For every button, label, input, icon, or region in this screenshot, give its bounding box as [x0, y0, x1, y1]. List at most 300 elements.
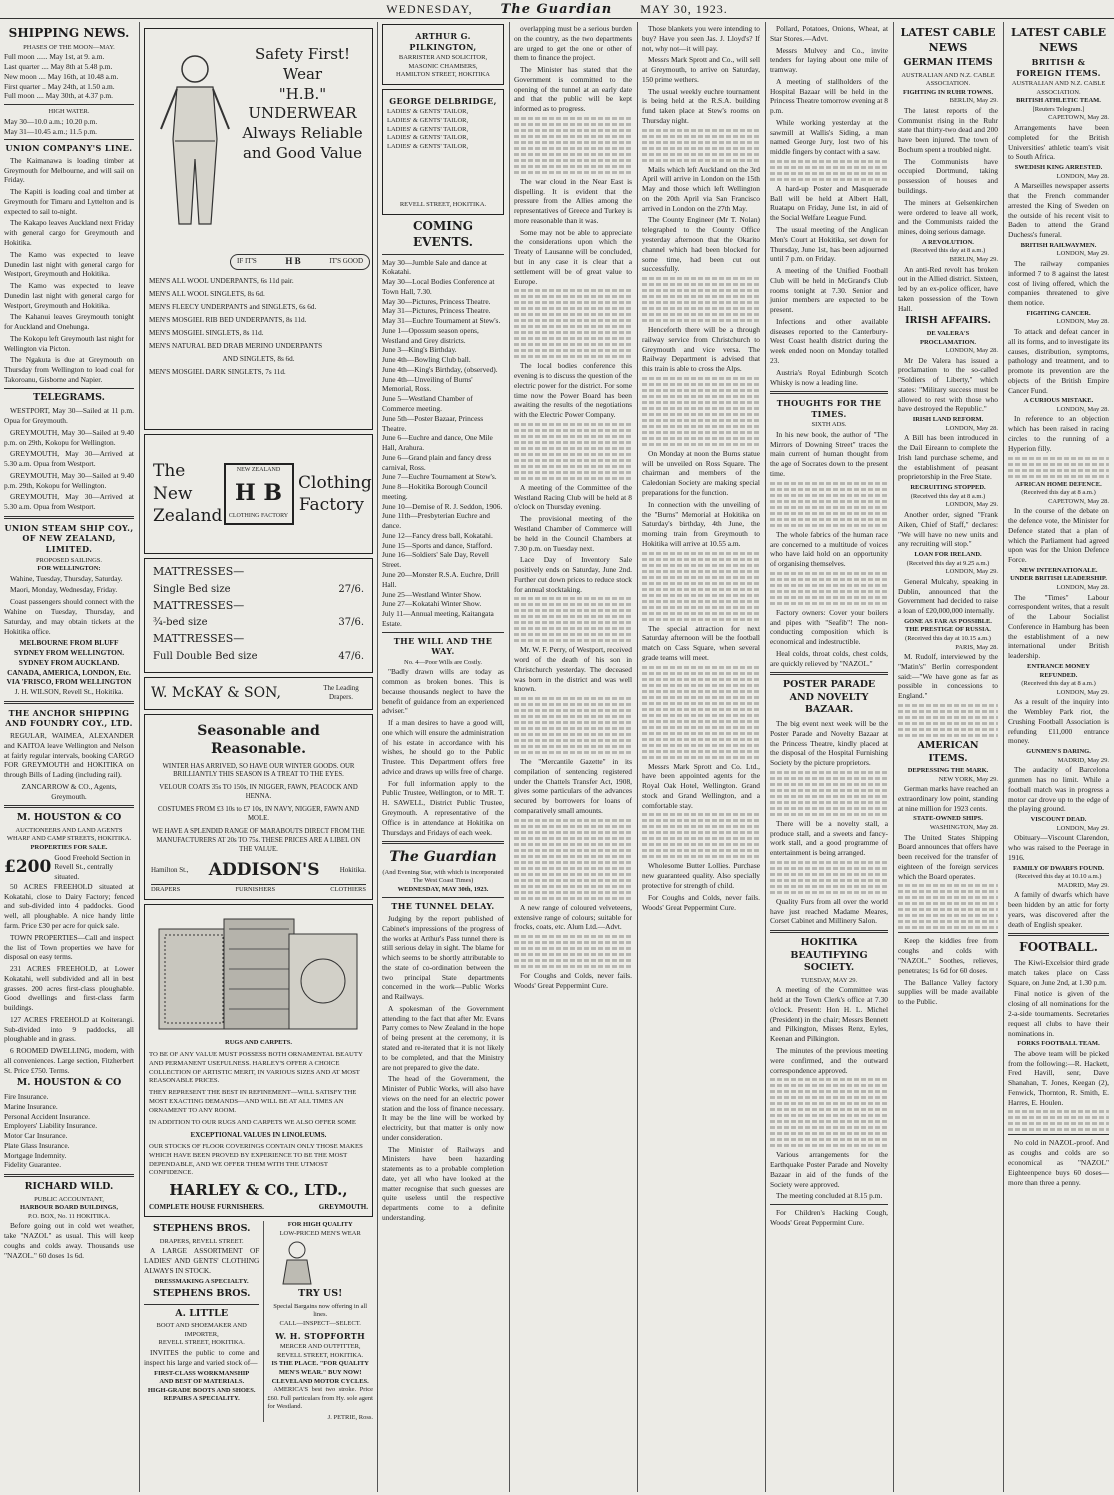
tunnel-paragraph: A spokesman of the Government attending to the fact that after Mr. Evans Parry comes to New Zealand in the hope of being present at the ceremony, it is stated and re-iterated that it is not likely to be completed, and that the Ministry are not prepared to give the date.	[382, 1003, 504, 1072]
column-1	[0, 22, 140, 1492]
sydney-from-wellington: SYDNEY FROM WELLINGTON.	[13, 648, 125, 658]
poster-paragraph: There will be a novelty stall, a produce stall, and a sweets and fancy-work stall, and a good programme of entertainment is being arranged.	[770, 818, 888, 858]
stopforth-sub: MERCER AND OUTFITTER, REVELL STREET, HOKITIKA.	[277, 1343, 364, 1359]
event-item: June 11th—Presbyterian Euchre and dance.	[382, 511, 490, 531]
mattress-title: MATTRESSES—	[153, 565, 245, 578]
thoughts-paragraph: The whole fabrics of the human race are concerned to a multitude of voices who have laid hold on an opportunity of organising themselves.	[770, 529, 888, 569]
revolution-heading: A REVOLUTION.	[922, 238, 974, 246]
union-paragraph: The Kamo was expected to leave Dunedin last night with general cargo for Westport, Greymouth and Hokitika.	[4, 281, 134, 310]
news-paragraph: Austria's Royal Edinburgh Scotch Whisky is now a leading line.	[770, 367, 888, 387]
mattress-title: MATTRESSES—	[153, 598, 245, 612]
delbridge-heading: GEORGE DELBRIDGE,	[389, 95, 497, 106]
union-paragraph: The Kahanui leaves Greymouth tonight for Auckland and Onehunga.	[4, 312, 134, 332]
delbridge-line: LADIES' & GENTS' TAILOR,	[387, 134, 469, 142]
will-paragraph: For full information apply to the Public Trustee, Wellington, or to MR. T. H. SAWELL, District Public Trustee, Greymouth. A representative of the Office is in attendance at Hokitika on Thursdays and Fridays of each week.	[382, 778, 504, 837]
mattress-size: ¾-bed size	[153, 617, 208, 629]
refunded-paragraph: As a result of the inquiry into the Wembley Park riot, the Crushing Football Association is refunding £11,000 entrance money.	[1008, 697, 1109, 746]
mckay-sub: The Leading Drapers.	[323, 684, 359, 702]
mattress-size: Single Bed size	[153, 583, 231, 595]
poster-parade-heading: POSTER PARADE AND NOVELTY BAZAAR.	[782, 679, 876, 716]
call-inspect: CALL—INSPECT—SELECT.	[279, 1320, 361, 1328]
harley-paragraph: TO BE OF ANY VALUE MUST POSSESS BOTH ORNAMENTAL BEAUTY AND PERMANENT USEFULNESS. HARLEY'S OFFER A CHOICE COLLECTION OF ARTISTIC MERIT, IN VARIOUS SIZES AND AT MOST REASONABLE PRICES.	[149, 1050, 363, 1085]
high-water-heading: HIGH WATER.	[48, 108, 90, 116]
little-address: REVELL STREET, HOKITIKA.	[158, 1339, 245, 1347]
little-line: HIGH-GRADE BOOTS AND SHOES.	[147, 1386, 256, 1394]
prestige-paragraph: M. Rudolf, interviewed by the "Matin's" Berlin correspondent said:—"We have gone as far as possible in concessions to England."	[898, 652, 998, 701]
beautifying-paragraph: The meeting concluded at 8.15 p.m.	[776, 1191, 883, 1201]
insurance-line: Plate Glass Insurance.	[4, 1140, 70, 1150]
thoughts-paragraph: Heal colds, throat colds, chest colds, are quickly relieved by "NAZOL."	[770, 648, 888, 668]
ships-dateline: WASHINGTON, May 28.	[929, 824, 998, 832]
canada-america-london: CANADA, AMERICA, LONDON, Etc.	[7, 667, 131, 677]
houston-heading: M. HOUSTON & CO	[16, 812, 122, 824]
big-price: £200	[4, 857, 52, 878]
event-item: June 6—Euchre and dance, One Mile Hall, Arahura.	[382, 433, 493, 453]
wild-address: HARBOUR BOARD BUILDINGS,	[19, 1204, 119, 1212]
beautifying-date: TUESDAY, MAY 29.	[800, 976, 858, 984]
houston-subheading: AUCTIONEERS AND LAND AGENTS	[15, 826, 123, 834]
gunmen-paragraph: The audacity of Barcelona gunmen has no limit. While a football match was in progress a motor car drove up to the edge of the playing ground.	[1008, 765, 1109, 814]
man-figure-illustration	[267, 1238, 367, 1286]
dwarfs-received: (Received this day at 10.10 a.m.)	[1015, 873, 1102, 881]
tunnel-heading: THE TUNNEL DELAY.	[391, 901, 495, 912]
news-paragraph: The Minister has stated that the Government is committed to the opening of the tunnel at an early date and that the public will be kept informed as to progress.	[514, 65, 632, 114]
event-item: June 1—Opossum season opens, Westland and Grey districts.	[382, 325, 479, 345]
insurance-line: Fire Insurance.	[4, 1092, 49, 1101]
underwear-ad	[144, 28, 373, 430]
revolution-paragraph: An anti-Red revolt has broken out in the Allied district. Sixteen, led by an ex-police officer, have taken possession of the Town Hall.	[898, 264, 998, 313]
railwaymen-heading: BRITISH RAILWAYMEN.	[1020, 241, 1097, 249]
telegram-paragraph: GREYMOUTH, May 30—Arrived at 5.30 a.m. Opua from Westport.	[4, 449, 134, 469]
will-paragraph: "Badly drawn wills are today as common as broken bones. This is because thousands neglect to have the benefit of guidance from an experienced adviser."	[382, 667, 504, 716]
news-paragraph: A meeting of the Unified Football Club will be held in McGrand's Club rooms tonight at 7.30. Senior and junior members are expected to be present.	[770, 266, 888, 315]
stopforth-tag: IS THE PLACE. "FOR QUALITY MEN'S WEAR." BUY NOW!	[271, 1360, 369, 1376]
safety-first-line: Safety First!	[254, 45, 351, 63]
dwarfs-paragraph: A family of dwarfs which have been hidden by an attic for forty years, was discovered after the death of English speaker.	[1008, 890, 1109, 929]
event-item: June 8—Hokitika Borough Council meeting.	[382, 482, 488, 501]
seasonable-line: WINTER HAS ARRIVED, SO HAVE OUR WINTER GOODS. OUR BRILLIANTLY THIS SEASON IS A TREAT TO THE EYES.	[162, 762, 355, 779]
property-listing: 6 ROOMED DWELLING, modern, with all conveniences. Large section, Fitzherbert St. Price £750. Terms.	[4, 1046, 134, 1075]
recruiting-dateline: LONDON, May 29.	[945, 501, 998, 509]
little-paragraph: INVITES the public to come and inspect his large and varied stock of—	[144, 1348, 260, 1367]
delbridge-line: LADIES' & GENTS' TAILOR,	[387, 125, 469, 133]
loan-heading: LOAN FOR IRELAND.	[914, 551, 982, 559]
price-line: MEN'S ALL WOOL SINGLETS, 8s 6d.	[149, 289, 265, 298]
special-bargains: Special Bargains now offering in all lines.	[273, 1302, 368, 1319]
pilkington-chambers: MASONIC CHAMBERS,	[408, 62, 478, 70]
little-sub: BOOT AND SHOEMAKER AND IMPORTER,	[156, 1322, 247, 1338]
news-paragraph: Mr. W. F. Perry, of Westport, received word of the death of his son in Christchurch yesterday. The deceased was born in the district and was well known.	[514, 645, 632, 694]
shipping-news-heading: SHIPPING NEWS.	[8, 26, 130, 40]
moon-row: Last quarter .... May 8th at 5.48 p.m.	[4, 62, 113, 72]
news-paragraph: Messrs Mulvey and Co., invite tenders for laying about one mile of tramway.	[770, 45, 888, 75]
event-item: July 11—Annual meeting, Kaitangata Estate.	[382, 609, 494, 628]
children-cure: For Children's Hacking Cough, Woods' Great Peppermint Cure.	[770, 1208, 888, 1227]
rugs-illustration	[149, 909, 367, 1039]
poster-paragraph: Quality Furs from all over the world have just reached Madame Meares, Corset Cabinet and Millinery Salon.	[770, 896, 888, 926]
news-paragraph: For Coughs and Colds, never fails. Woods' Great Peppermint Cure.	[642, 892, 760, 912]
harley-sub-right: GREYMOUTH.	[318, 1202, 368, 1211]
viscount-dateline: LONDON, May 29.	[1056, 824, 1109, 832]
mckay-name: W. McKAY & SON,	[151, 685, 281, 702]
news-paragraph: Messrs Mark Sprott and Co., will sell at Greymouth, to arrive on Saturday, 150 prime wethers.	[642, 55, 760, 84]
insurance-line: Personal Accident Insurance.	[4, 1111, 90, 1121]
depressing-heading: DEPRESSING THE MARK.	[907, 767, 989, 775]
stephens-dressmaking: DRESSMAKING A SPECIALTY.	[154, 1277, 249, 1285]
will-sub: No. 4—Poor Wills are Costly.	[404, 658, 482, 666]
leadership-paragraph: The "Times" Labour correspondent writes, that a result of the Labour Socialist Conference in Hamburg has been the establishment of a new international under British leadership.	[1008, 592, 1109, 661]
masthead-date: MAY 30, 1923.	[640, 1, 728, 16]
land-dateline: LONDON, May 28.	[945, 424, 998, 432]
seasonable-line: WE HAVE A SPLENDID RANGE OF MARABOUTS DIRECT FROM THE MANUFACTURERS AT 20s TO 75s. THESE PRICES ARE A LIBEL ON THE VALUE.	[152, 828, 365, 854]
sailing-paragraph: Wahine, Tuesday, Thursday, Saturday.	[10, 573, 123, 583]
via-frisco: VIA 'FRISCO, FROM WELLINGTON	[6, 677, 132, 687]
mattress-row	[153, 583, 364, 596]
news-paragraph: Mails which left Auckland on the 3rd April will arrive in London on the 15th May and those which left Wellington on the 20th April via San Francisco arrived in London on the 27th May.	[642, 164, 760, 213]
event-item: June 16—Soldiers' Sale Day, Revell Street.	[382, 550, 489, 570]
news-paragraph: The County Engineer (Mr T. Nolan) telegraphed to the County Office yesterday afternoon that the Okarito channel which had been blocked for some time, had been cut out successfully.	[642, 215, 760, 274]
defence-heading: AFRICAN HOME DEFENCE.	[1015, 480, 1102, 488]
addison-left: Hamilton St.,	[151, 865, 189, 874]
tunnel-paragraph: Judging by the report published of Cabinet's impressions of the progress of the works at Arthur's Pass tunnel there is still serious delay in sight. The blame for which seems to be shortly attributable to the state of co-ordination between the two principal State departments concerned in the work—Public Works and Railways.	[382, 914, 504, 1002]
poster-paragraph: The big event next week will be the Poster Parade and Novelty Bazaar at the Princess Theatre, kindly placed at the disposal of the Hospital Furnishing Society by the picture proprietors.	[770, 719, 888, 768]
column-7	[894, 22, 1004, 1492]
irish-affairs-heading: IRISH AFFAIRS.	[905, 315, 991, 327]
news-paragraph: While working yesterday at the sawmill at Wallis's Siding, a man named George Jury, lost two of his middle fingers by contact with a saw.	[770, 117, 888, 157]
column-6	[766, 22, 894, 1492]
event-item: May 31—Pictures, Princess Theatre.	[382, 306, 491, 316]
prestige-dateline: PARIS, May 28.	[955, 643, 998, 651]
telegram-paragraph: GREYMOUTH, May 30—Sailed at 9.40 p.m. 29th, Kokopu for Wellington.	[4, 470, 134, 490]
event-item: June 15—Sports and dance, Stafford.	[382, 540, 493, 550]
underwear-figure-illustration	[155, 49, 235, 249]
pilkington-sub: BARRISTER AND SOLICITOR,	[398, 54, 488, 62]
recruiting-heading: RECRUITING STOPPED.	[910, 484, 986, 492]
ruhr-dateline: BERLIN, May 29.	[949, 97, 998, 105]
telegram-paragraph: GREYMOUTH, May 30—Sailed at 9.40 p.m. on 29th, Kokopu for Wellington.	[4, 427, 134, 447]
cancer-paragraph: To attack and defeat cancer in all its forms, and to investigate its causes, distribution, symptoms, pathology and treatment, and to promote its prevention are the objects of the British Empire Cancer Fund.	[1008, 326, 1109, 395]
event-item: June 10—Demise of R. J. Seddon, 1906.	[382, 501, 503, 511]
anchor-shipping-heading: THE ANCHOR SHIPPING AND FOUNDRY COY., LTD.	[5, 707, 133, 729]
column-2	[140, 22, 378, 1492]
safety-reliable-line: Always Reliable	[242, 124, 363, 143]
pilkington-ad	[382, 24, 504, 85]
railwaymen-dateline: LONDON, May 29.	[1056, 250, 1109, 258]
safety-wear-line: Wear	[282, 64, 323, 83]
stephens-heading-2: STEPHENS BROS.	[152, 1288, 251, 1300]
revolution-received: (Received this day at 8 a.m.)	[910, 247, 986, 255]
nazol-ad: No cold in NAZOL-proof. And as coughs and colds are so economical as "NAZOL" Eighteenpence buys 60 doses—more than three a penny.	[1008, 1138, 1109, 1187]
nz-label-hb: H B	[234, 480, 283, 507]
athletic-heading: BRITISH ATHLETIC TEAM.	[1016, 97, 1101, 105]
event-item: June 5—Westland Chamber of Commerce meeting.	[382, 394, 473, 413]
mattress-price: 47/6.	[338, 650, 364, 662]
german-items-heading: GERMAN ITEMS	[903, 57, 993, 69]
harley-paragraph: IN ADDITION TO OUR RUGS AND CARPETS WE ALSO OFFER SOME	[149, 1118, 356, 1126]
price-line: MEN'S NATURAL BED DRAB MERINO UNDERPANTS	[149, 341, 323, 350]
little-line: FIRST-CLASS WORKMANSHIP	[154, 1369, 250, 1377]
swedish-dateline: LONDON, May 28.	[1056, 172, 1109, 180]
defence-paragraph: In the course of the debate on the defence vote, the Minister for Defence stated that a plan of which the Parliament had agreed upon was for the Union Defence Force.	[1008, 506, 1109, 565]
nazol-ad: Keep the kiddies free from coughs and colds with "NAZOL." Soothes, relieves, penetrates; 1s 6d for 60 doses.	[898, 936, 998, 975]
ships-paragraph: The United States Shipping Board announces that offers have been received for the transfer of eighteen of the foreign services which the Board operates.	[898, 832, 998, 881]
insurance-line: Fidelity Guarantee.	[4, 1160, 62, 1170]
prestige-received: (Received this day at 10.15 a.m.)	[905, 634, 991, 642]
event-item: June 27—Kokatahi Winter Show.	[382, 599, 482, 609]
anchor-agent: ZANCARROW & CO., Agents, Greymouth.	[21, 781, 117, 801]
event-item: May 30—Pictures, Princess Theatre.	[382, 296, 491, 306]
guardian-sub: (And Evening Star, with which is incorporated The West Coast Times)	[382, 868, 504, 885]
property-listing: 50 ACRES FREEHOLD situated at Kokatahi, close to Dairy Factory; fenced and sub-divided into 4 paddocks. Good well, all ploughable. A nice handy little farm. Price £30 per acre for quick sale.	[4, 881, 134, 930]
price-line: MEN'S FLEECY UNDERPANTS and SINGLETS, 6s 6d.	[149, 302, 317, 311]
news-paragraph: overlapping must be a serious burden on the country, as the two departments are urged to get the one or other of them to finance the project.	[514, 24, 632, 63]
column-3	[378, 22, 510, 1492]
ships-heading: STATE-OWNED SHIPS.	[913, 815, 983, 823]
nz-label-bottom: CLOTHING FACTORY	[228, 513, 289, 520]
union-steam-ship-heading: UNION STEAM SHIP COY., OF NEW ZEALAND, LIMITED.	[4, 522, 134, 555]
property-listing: TOWN PROPERTIES—Call and inspect the list of Town properties we have for disposal on easy terms.	[4, 932, 134, 962]
harley-name: HARLEY & CO., LTD.,	[169, 1181, 348, 1200]
valera-paragraph: Mr De Valera has issued a proclamation to the so-called "Soldiers of Liberty," which states: "Military success must be allowed to rest with those who have destroyed the Republic."	[898, 355, 998, 414]
telegram-paragraph: GREYMOUTH, May 30—Arrived at 5.30 a.m. Opua from Westport.	[4, 492, 134, 512]
harley-ad	[144, 904, 373, 1217]
latest-cable-heading: LATEST CABLE NEWS	[1011, 26, 1106, 54]
mattress-size: Full Double Bed size	[153, 650, 258, 662]
mistake-heading: A CURIOUS MISTAKE.	[1023, 397, 1094, 405]
insurance-line: Marine Insurance.	[4, 1101, 58, 1111]
safety-hb-line: "H.B." UNDERWEAR	[248, 84, 357, 123]
seasonable-line: VELOUR COATS 35s TO 150s, IN NIGGER, FAWN, PEACOCK AND HENNA.	[159, 784, 358, 801]
masthead	[0, 0, 1114, 19]
harley-sub-left: COMPLETE HOUSE FURNISHERS.	[149, 1202, 264, 1211]
defence-dateline: CAPETOWN, May 28.	[1048, 497, 1109, 505]
beautifying-paragraph: The minutes of the previous meeting were confirmed, and the outward correspondence approved.	[770, 1045, 888, 1075]
shipping-agent: J. H. WILSON, Revell St., Hokitika.	[14, 687, 124, 697]
little-line: REPAIRS A SPECIALITY.	[163, 1395, 240, 1403]
tunnel-paragraph: The Minister of Railways and Ministers have been hazarding statements as to a probable completion date, yet all who have looked at the matter recognise that such guesses are quite useless until the respective departments come to a definite understanding.	[382, 1144, 504, 1222]
news-paragraph: Lace Day of Inventory Sale positively ends on Saturday, June 2nd. Further cut down prices to reduce stock for annual stocktaking.	[514, 555, 632, 594]
news-paragraph: The special attraction for next Saturday afternoon will be the football match on Cass Square, when several grade teams will meet.	[642, 623, 760, 662]
beautifying-paragraph: Various arrangements for the Earthquake Poster Parade and Novelty Bazaar in aid of the funds of the Society were approved.	[770, 1150, 888, 1189]
hb-label	[224, 463, 294, 525]
cleveland-agent: J. PETRIE, Ross.	[327, 1413, 373, 1421]
column-8	[1004, 22, 1114, 1492]
event-item: June 6—Grand plain and fancy dress carnival, Ross.	[382, 452, 492, 472]
news-paragraph: For Coughs and Colds, never fails. Woods' Great Peppermint Cure.	[514, 971, 632, 990]
stephens-heading: STEPHENS BROS.	[152, 1223, 251, 1235]
forks-paragraph: The above team will be picked from the following:—R. Hackett, Fred Havill, senr, Dave Shanahan, T. Jones, Keegan (2), Fenwick, Thornton, R. Smith, E. Harres, E. Houlen.	[1008, 1048, 1109, 1107]
moon-row: First quarter .. May 24th, at 1.50 a.m.	[4, 81, 115, 91]
depressing-paragraph: German marks have reached an extraordinary low point, standing at nine million for 1923 cents.	[898, 784, 998, 813]
event-item: June 4th—Bowling Club ball.	[382, 355, 471, 365]
refunded-received: (Received this day at 8 a.m.)	[1021, 680, 1096, 688]
safety-value-line: and Good Value	[242, 143, 363, 162]
insurance-line: Motor Car Insurance.	[4, 1131, 68, 1141]
news-paragraph: The usual meeting of the Anglican Men's Court at Hokitika, set down for Thursday, June 1st, has been adjourned until 7 p.m. on Friday.	[770, 225, 888, 264]
moon-row: Full moon ...... May 1st, at 9. a.m.	[4, 52, 105, 62]
hb-badge	[230, 254, 370, 270]
event-item: May 30—Local Bodies Conference at Town Hall, 7.30.	[382, 277, 495, 296]
gone-heading: GONE AS FAR AS POSSIBLE.	[904, 617, 992, 625]
ballance-paragraph: The Ballance Valley factory supplies will be made available to the Public.	[898, 977, 998, 1007]
melbourne-from-bluff: MELBOURNE FROM BLUFF	[19, 638, 119, 648]
price-line: MEN'S ALL WOOL UNDERPANTS, 6s 11d pair.	[149, 277, 294, 285]
will-heading: THE WILL AND THE WAY.	[393, 635, 493, 657]
harley-paragraph: OUR STOCKS OF FLOOR COVERINGS CONTAIN ONLY THOSE MAKES WHICH HAVE BEEN PROVED BY EXPERIENCE TO BE THE MOST DEPENDABLE, AND WE OFFER THEM WITH THE UTMOST CONFIDENCE.	[149, 1142, 363, 1177]
athletic-paragraph: Arrangements have been completed for the British Universities' athletic team's visit to South Africa.	[1008, 123, 1109, 162]
cleveland-paragraph: AMERICA'S best two stroke. Price £60. Full particulars from Hy. sole agent for Westland.	[267, 1386, 373, 1411]
insurance-line: Employers' Liability Insurance.	[4, 1121, 98, 1131]
revolution-dateline: BERLIN, May 29.	[949, 255, 998, 263]
depressing-dateline: NEW YORK, May 29.	[938, 775, 998, 783]
event-item: May 31—Euchre Tournament at Stew's.	[382, 316, 501, 326]
insurance-line: Mortgage Indemnity.	[4, 1150, 67, 1160]
dwarfs-dateline: MADRID, May 29.	[1057, 881, 1109, 889]
pilkington-address: HAMILTON STREET, HOKITIKA	[396, 71, 490, 79]
recruiting-paragraph: Another order, signed "Frank Aiken, Chief of Staff," declares: "We will have no new units and any recruiting will stop."	[898, 509, 998, 549]
event-item: May 30—Jumble Sale and dance at Kokatahi.	[382, 257, 487, 277]
mattress-price: 27/6.	[338, 583, 364, 595]
valera-dateline: LONDON, May 28.	[945, 347, 998, 355]
news-paragraph: The provisional meeting of the Westland Chamber of Commerce will be held in the Council Chambers at 7.30 p.m. on Tuesday next.	[514, 514, 632, 553]
mattress-title: MATTRESSES—	[153, 632, 245, 646]
tunnel-paragraph: The head of the Government, the Minister of Public Works, will also have views on the need for an electric power station and the loss of finance necessary. It may be the line will be worked by electricity, but that matter is only now under consideration.	[382, 1074, 504, 1142]
thoughts-heading: THOUGHTS FOR THE TIMES.	[776, 398, 882, 419]
loan-received: (Received this day at 9.25 a.m.)	[906, 559, 990, 567]
properties-for-sale: PROPERTIES FOR SALE.	[30, 844, 108, 852]
thoughts-paragraph: Factory owners: Cover your boilers and pipes with "Seafib"! The non-conducting composition which is economical and indestructible.	[770, 607, 888, 647]
high-water-row: May 31—10.45 a.m.; 11.5 p.m.	[4, 126, 97, 136]
news-paragraph: Messrs Mark Sprott and Co. Ltd., have been appointed agents for the Royal Oak Hotel, Wellington. Grand stock and Grand Wellington, and a comfortable stay.	[642, 761, 760, 810]
cancer-heading: FIGHTING CANCER.	[1026, 309, 1091, 317]
event-item: June 4th—Unveiling of Burns' Memorial, Ross.	[382, 374, 473, 394]
wild-sub: PUBLIC ACCOUNTANT,	[34, 1195, 104, 1203]
swedish-heading: SWEDISH KING ARRESTED.	[1014, 164, 1103, 172]
news-paragraph: Infections and other available diseases reported to the Canterbury-West Coast health district during the week ended noon on Monday totalled 23.	[770, 316, 888, 365]
ruhr-paragraph: The latest reports of the Communist rising in the Ruhr state that thirty-two dead and 200 have been injured. The town of Bochum spent a troubled night.	[898, 105, 998, 154]
nz-clothing-factory-ad	[144, 434, 373, 554]
american-items-heading: AMERICAN ITEMS.	[917, 739, 979, 764]
stopforth-heading: W. H. STOPFORTH	[275, 1330, 366, 1341]
news-paragraph: Pollard, Potatoes, Onions, Wheat, at Star Stores.—Advt.	[770, 24, 888, 43]
union-paragraph: The Kamo was expected to leave Dunedin last night with general cargo for Westport, Greymouth and Hokitika.	[4, 249, 134, 279]
addison-name: ADDISON'S	[208, 860, 320, 881]
harley-paragraph: EXCEPTIONAL VALUES IN LINOLEUMS.	[190, 1130, 327, 1139]
football-paragraph: The Kiwi-Excelsior third grade match takes place on Cass Square, on June 2nd, at 1.30 p.m.	[1008, 958, 1109, 987]
addison-footer: DRAPERS	[151, 885, 181, 893]
news-paragraph: A hard-up Poster and Masquerade Ball will be held at Albert Hall, Ruatapu on Friday, June 1st, in aid of the Social Welfare League Fund.	[770, 183, 888, 223]
mattress-price: 37/6.	[338, 617, 364, 629]
wild-box: P.O. BOX, No. 11 HOKITIKA.	[28, 1212, 110, 1220]
news-paragraph: The "Mercantile Gazette" in its compilation of sentencing registered under the Chattels Transfer Act, 1908, gives some particulars of the advances secured by borrowers for loans of comparatively small amounts.	[514, 757, 632, 815]
pilkington-heading: ARTHUR G. PILKINGTON,	[409, 31, 477, 52]
forks-heading: FORKS FOOTBALL TEAM.	[1017, 1040, 1100, 1048]
union-paragraph: The Ngakuta is due at Greymouth on Thursday from Wellington to load coal for Takoroanu, Gisborne and Napier.	[4, 355, 134, 384]
stephens-paragraph: A LARGE ASSORTMENT OF LADIES' AND GENTS' CLOTHING ALWAYS IN STOCK.	[144, 1246, 260, 1275]
telegrams-heading: TELEGRAMS.	[33, 391, 105, 403]
football-heading: FOOTBALL.	[1019, 940, 1098, 955]
viscount-heading: VISCOUNT DEAD.	[1030, 816, 1087, 824]
event-item: June 7—Euchre Tournament at Stew's.	[382, 472, 497, 482]
nazol-ad: Before going out in cold wet weather, take "NAZOL" as usual. This will keep coughs and colds away. Thousands use "NAZOL." 60 doses 1s 6d.	[4, 1221, 134, 1260]
news-paragraph: Those blankets you were intending to buy? Have you seen Jas. J. Lloyd's? If not, why not—it will pay.	[642, 24, 760, 53]
badge-right: IT'S GOOD	[329, 257, 363, 266]
anchor-paragraph: REGULAR, WAIMEA, ALEXANDER and KAITOA leave Wellington and Nelson at fairly regular intervals, booking CARGO FOR GREYMOUTH and HOKITIKA on through Bills of Lading (including rail).	[4, 731, 134, 780]
telegram-paragraph: WESTPORT, May 30—Sailed at 11 p.m. Opua for Greymouth.	[4, 406, 134, 426]
column-4	[510, 22, 638, 1492]
little-line: AND BEST OF MATERIALS.	[159, 1378, 245, 1386]
event-item: June 20—Monster R.S.A. Euchre, Drill Hall.	[382, 570, 500, 589]
cable-assoc: AUSTRALIAN AND N.Z. CABLE ASSOCIATION.	[1011, 80, 1106, 96]
seasonable-heading: Seasonable and Reasonable.	[197, 722, 320, 758]
refunded-heading: ENTRANCE MONEY REFUNDED.	[1026, 662, 1091, 679]
mistake-paragraph: In reference to an objection which has been raised in racing circles to the running of a Hyperion filly.	[1008, 414, 1109, 453]
british-foreign-heading: BRITISH & FOREIGN ITEMS.	[1016, 57, 1101, 78]
loan-paragraph: General Mulcahy, speaking in Dublin, announced that the Government had decided to raise a loan of £20,000,000 internally.	[898, 576, 998, 616]
event-item: June 5th—Poster Bazaar, Princess Theatre.	[382, 413, 484, 433]
delbridge-line: LADIES' & GENTS' TAILOR,	[387, 108, 469, 116]
mattress-row	[153, 616, 364, 629]
mckay-ad	[144, 677, 373, 709]
dwarfs-heading: FAMILY OF DWARFS FOUND.	[1013, 864, 1104, 872]
price-line: MEN'S MOSGIEL RIB BED UNDERPANTS, 8s 11d.	[149, 315, 307, 324]
cable-assoc: AUSTRALIAN AND N.Z. CABLE ASSOCIATION.	[901, 71, 995, 88]
try-us-label: TRY US!	[298, 1288, 343, 1300]
news-paragraph: Wholesome Butter Lollies. Purchase new guaranteed quality. Also specially protective for strength of child.	[642, 861, 760, 890]
coming-events-heading: COMING EVENTS.	[412, 218, 474, 249]
beautifying-heading: HOKITIKA BEAUTIFYING SOCIETY.	[790, 937, 868, 974]
houston-address: WHARF AND CAMP STREETS, HOKITIKA.	[6, 835, 132, 843]
event-item: June 3—King's Birthday.	[382, 345, 457, 355]
price-line: MEN'S MOSGIEL SINGLETS, 8s 11d.	[149, 328, 264, 337]
cancer-dateline: LONDON, May 28.	[1056, 318, 1109, 326]
nz-left-text: The New Zealand	[153, 461, 223, 527]
badge-mid: H B	[285, 256, 301, 267]
mattress-row	[153, 650, 364, 663]
seasonable-line: COSTUMES FROM £3 10s to £7 10s, IN NAVY, NIGGER, FAWN AND MOLE.	[157, 806, 360, 823]
loan-dateline: LONDON, May 29.	[945, 568, 998, 576]
valera-heading: DE VALERA'S PROCLAMATION.	[919, 329, 977, 346]
will-paragraph: If a man desires to have a good will, one which will ensure the administration of his estate in accordance with his wishes, he should go to the Public Trustee. This Department offers free advice and draws up wills free of charge.	[382, 718, 504, 776]
recruiting-received: (Received this day at 8 a.m.)	[910, 492, 986, 500]
news-paragraph: Some may not be able to appreciate the considerations upon which the Treaty of Lausanne will be concluded, but in any case it is clear that a settlement will be of great value to Europe.	[514, 227, 632, 286]
union-paragraph: The Kaimanawa is loading timber at Greymouth for Melbourne, and will sail on Friday.	[4, 155, 134, 185]
property-listing: 127 ACRES FREEHOLD at Koiterangi. Sub-divided into 9 paddocks, all ploughable and in grass.	[4, 1014, 134, 1044]
delbridge-ad	[382, 89, 504, 215]
news-paragraph: A meeting of stallholders of the Hospital Bazaar will be held in the Princess Theatre tomorrow evening at 8 p.m.	[770, 76, 888, 116]
news-paragraph: In connection with the unveiling of the "Burns" Memorial at Hokitika on Saturday's birthday, 4th June, the morning train from Greymouth to Hokitika will arrive at 10.55 a.m.	[642, 499, 760, 548]
high-quality-label: FOR HIGH QUALITY	[287, 1221, 353, 1229]
latest-cable-heading: LATEST CABLE NEWS	[900, 26, 996, 54]
defence-received: (Received this day at 8 a.m.)	[1021, 489, 1096, 497]
news-paragraph: Henceforth there will be a through railway service from Christchurch to Greymouth and vice versa. The Railway Department is advised that this train is able to cross the Alps.	[642, 325, 760, 374]
swedish-paragraph: A Marseilles newspaper asserts that the French commander arrested the King of Sweden on the outside of his recent visit to Baden to attend the Grand Duchess's funeral.	[1008, 181, 1109, 240]
news-paragraph: On Monday at noon the Burns statue will be unveiled on Ross Square. The chairman and members of the Caledonian Society are making special preparations for the function.	[642, 448, 760, 497]
gunmen-heading: GUNMEN'S DARING.	[1026, 748, 1091, 756]
low-priced-label: LOW-PRICED MEN'S WEAR	[279, 1229, 361, 1237]
union-line-heading: UNION COMPANY'S LINE.	[5, 143, 133, 154]
event-item: June 25—Westland Winter Show.	[382, 589, 482, 599]
land-heading: IRISH LAND REFORM.	[912, 416, 984, 424]
addisons-ad	[144, 714, 373, 901]
event-item: June 4th—King's Birthday, (observed).	[382, 364, 498, 374]
leadership-heading: UNDER BRITISH LEADERSHIP.	[1010, 575, 1107, 583]
price-line: AND SINGLETS, 8s 6d.	[222, 354, 295, 363]
little-heading: A. LITTLE	[175, 1307, 229, 1319]
news-paragraph: A new range of coloured velveteens, extensive range of colours; suitable for frocks, coats, etc. Alum Ltd.—Advt.	[514, 902, 632, 932]
delbridge-line: LADIES' & GENTS' TAILOR,	[387, 116, 469, 124]
proposed-sailings: PROPOSED SAILINGS.	[35, 556, 103, 564]
